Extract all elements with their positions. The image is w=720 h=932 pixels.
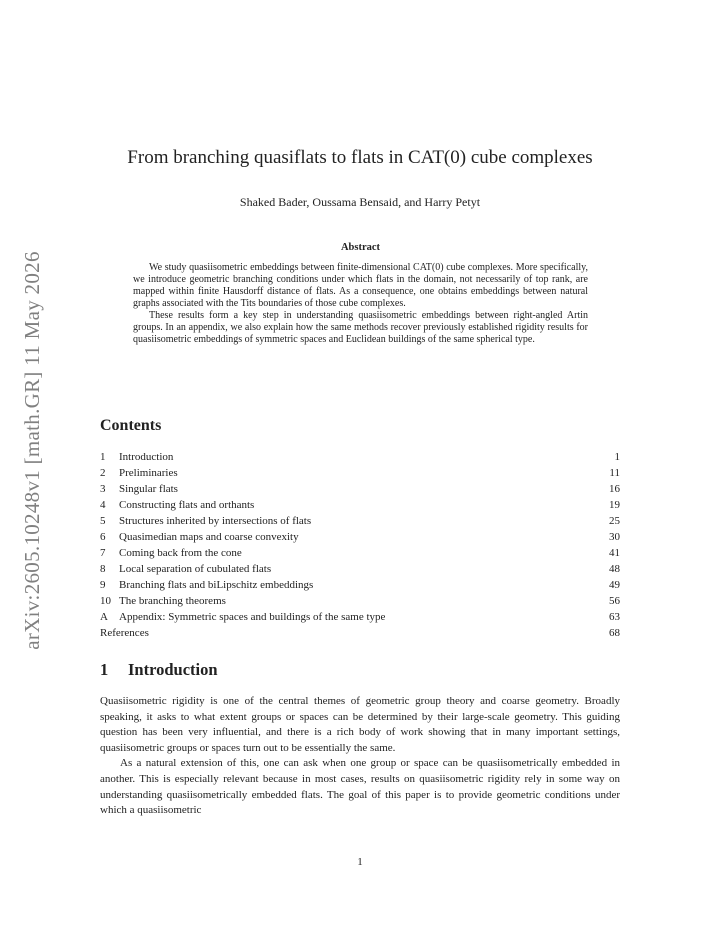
section-body [100, 694, 620, 819]
toc-page: 11 [609, 467, 620, 479]
paper-authors: Shaked Bader, Oussama Bensaid, and Harry Petyt [239, 195, 481, 209]
toc-title: References [100, 627, 149, 639]
toc-title: Introduction [119, 451, 174, 463]
toc-page: 68 [609, 627, 620, 639]
toc-page: 30 [609, 531, 620, 543]
toc-page: 41 [609, 547, 620, 559]
toc-title: Appendix: Symmetric spaces and buildings of the same type [119, 611, 386, 623]
toc-page: 16 [609, 483, 620, 495]
contents-heading: Contents [100, 417, 162, 434]
toc-number: 3 [100, 483, 106, 495]
toc-entry-appendix[interactable] [100, 609, 620, 625]
toc-title: Preliminaries [119, 467, 178, 479]
abstract [133, 242, 588, 346]
toc-page: 19 [609, 499, 620, 511]
toc-number: 10 [100, 595, 111, 607]
toc-number: 8 [100, 563, 106, 575]
toc-entry-constructing-flats[interactable] [100, 497, 620, 513]
toc-entry-quasimedian-maps[interactable] [100, 529, 620, 545]
toc-page: 1 [614, 451, 620, 463]
toc-page: 56 [609, 595, 620, 607]
body-paragraph: Quasiisometric rigidity is one of the central themes of geometric group theory and coarse geometry. Broadly speaking, it asks to what extent groups or spaces can be determined by their large-scale geometry. This guiding question has been very influential, and there is a rich body of work showing that in many important settings, quasiisometric groups or spaces turn out to be essentially the same. [100, 695, 620, 754]
toc-title: Branching flats and biLipschitz embeddings [119, 579, 314, 591]
abstract-heading: Abstract [340, 242, 381, 253]
toc-entry-singular-flats[interactable] [100, 481, 620, 497]
toc-page: 49 [609, 579, 620, 591]
abstract-paragraph: We study quasiisometric embeddings between finite-dimensional CAT(0) cube complexes. More specifically, we introduce geometric branching conditions under which flats in the domain, not necessarily of top rank, are mapped within finite Hausdorff distance of flats. As a consequence, one obtains embeddings between natural graphs associated with the Tits boundaries of those cube complexes. [133, 262, 588, 309]
toc-number: A [100, 611, 108, 623]
toc-title: The branching theorems [119, 595, 226, 607]
toc-title: Singular flats [119, 483, 178, 495]
toc-entry-branching-theorems[interactable] [100, 593, 620, 609]
toc-entry-branching-flats[interactable] [100, 577, 620, 593]
table-of-contents [100, 449, 620, 641]
section-heading [100, 660, 218, 680]
toc-number: 7 [100, 547, 106, 559]
toc-title: Local separation of cubulated flats [119, 563, 272, 575]
section-title: Introduction [128, 660, 218, 679]
toc-page: 25 [609, 515, 620, 527]
toc-entry-coming-back[interactable] [100, 545, 620, 561]
toc-title: Constructing flats and orthants [119, 499, 255, 511]
toc-title: Structures inherited by intersections of flats [119, 515, 312, 527]
toc-title: Coming back from the cone [119, 547, 242, 559]
page-number: 1 [357, 856, 363, 868]
toc-number: 1 [100, 451, 106, 463]
toc-number: 5 [100, 515, 106, 527]
toc-entry-preliminaries[interactable] [100, 465, 620, 481]
toc-number: 2 [100, 467, 106, 479]
section-number: 1 [100, 660, 109, 679]
toc-page: 48 [609, 563, 620, 575]
body-paragraph: As a natural extension of this, one can ask when one group or space can be quasiisometrically embedded in another. This is especially relevant because in most cases, results on quasiisometric rigidity rely in some way on understanding quasiisometrically embedded flats. The goal of this paper is to provide geometric conditions under which a quasiisometric [100, 757, 620, 817]
arxiv-stamp [12, 240, 52, 660]
toc-entry-local-separation[interactable] [100, 561, 620, 577]
toc-number: 6 [100, 531, 106, 543]
toc-title: Quasimedian maps and coarse convexity [119, 531, 299, 543]
toc-number: 4 [100, 499, 106, 511]
toc-number: 9 [100, 579, 106, 591]
toc-page: 63 [609, 611, 620, 623]
toc-entry-references[interactable] [100, 625, 620, 641]
paper-title: From branching quasiflats to flats in CAT(0) cube complexes [127, 147, 593, 168]
abstract-paragraph: These results form a key step in understanding quasiisometric embeddings between right-angled Artin groups. In an appendix, we also explain how the same methods recover previously established rigidity results for quasiisometric embeddings of symmetric spaces and Euclidean buildings of the same spherical type. [133, 310, 588, 345]
toc-entry-structures-inherited[interactable] [100, 513, 620, 529]
arxiv-stamp-text: arXiv:2605.10248v1 [math.GR] 11 May 2026 [19, 250, 44, 650]
toc-entry-introduction[interactable] [100, 449, 620, 465]
